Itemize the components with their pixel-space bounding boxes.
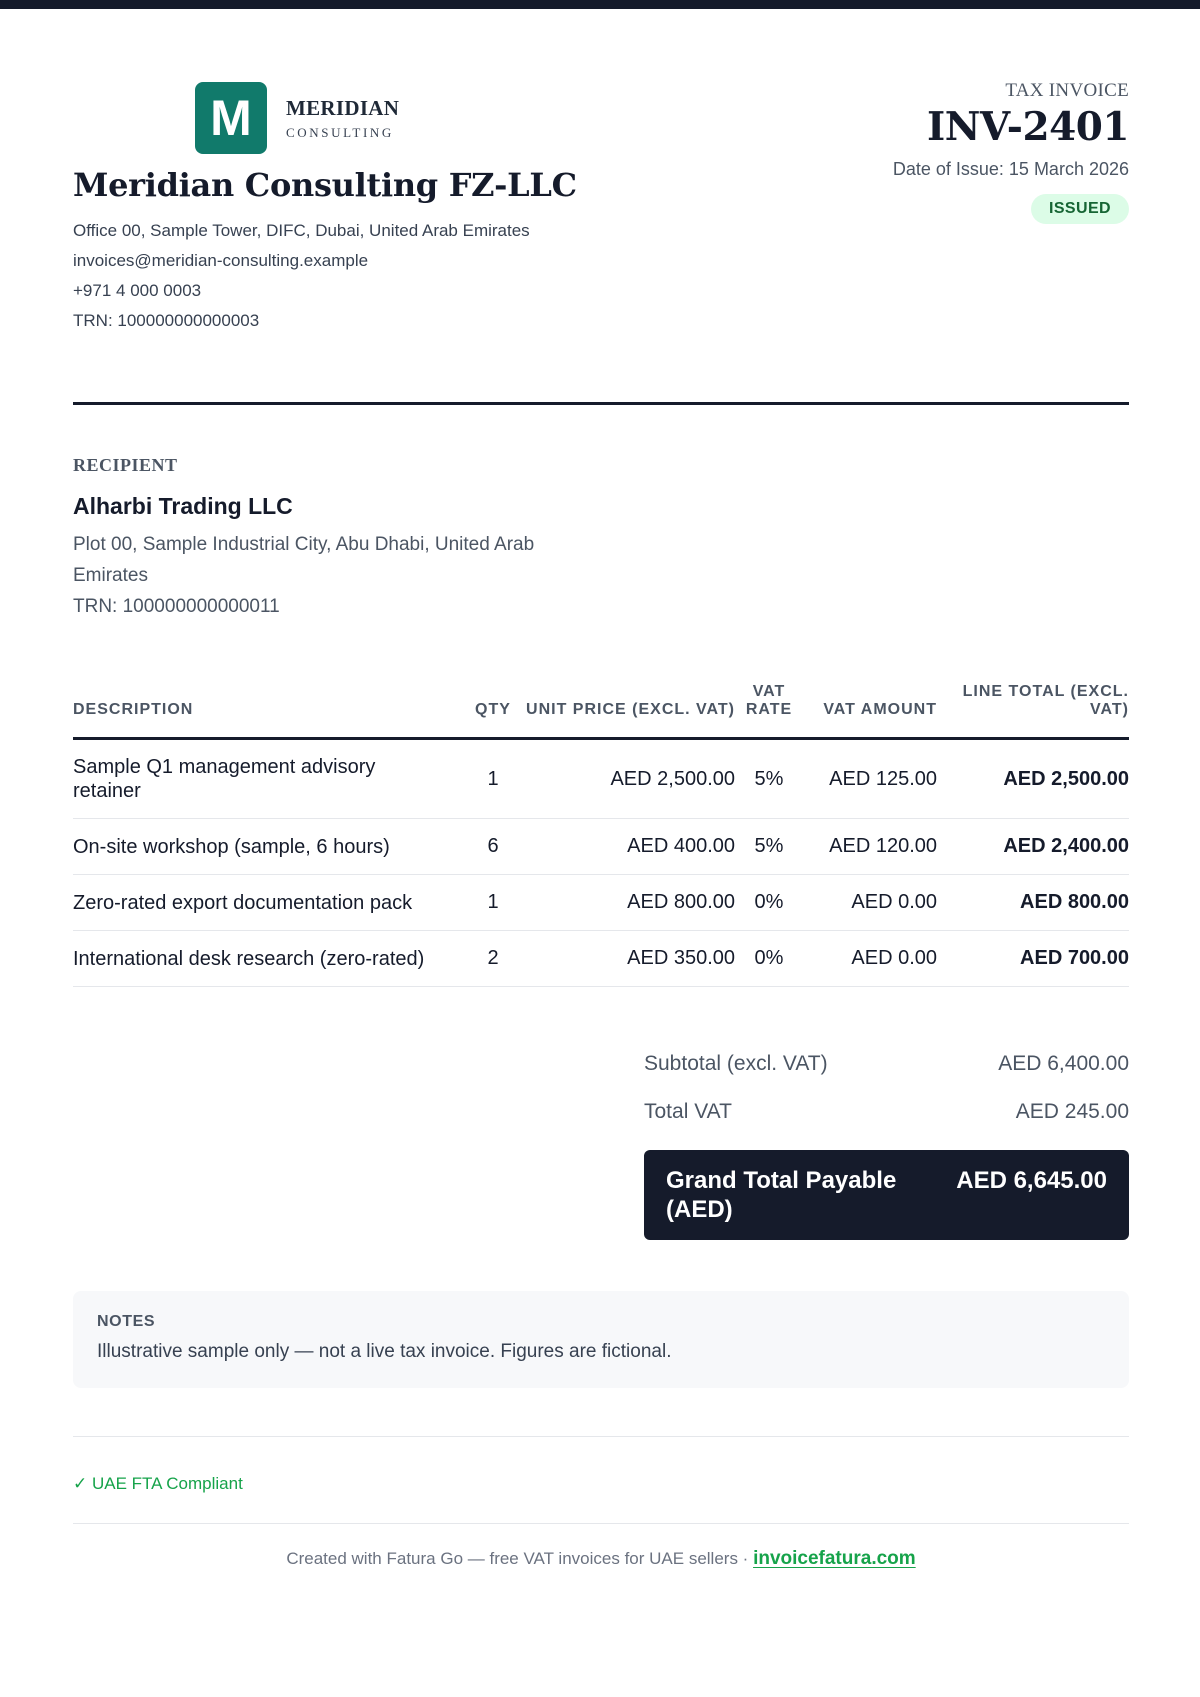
row-vat-rate: 0% — [735, 931, 803, 987]
table-header-row — [73, 675, 1129, 739]
row-line-total: AED 700.00 — [937, 931, 1129, 987]
document-type: TAX INVOICE — [1005, 80, 1129, 101]
header-description: DESCRIPTION — [73, 675, 463, 739]
footer — [73, 1548, 1129, 1570]
seller-email: invoices@meridian-consulting.example — [73, 251, 369, 270]
row-line-total: AED 800.00 — [937, 875, 1129, 931]
footer-divider-bottom — [73, 1523, 1129, 1524]
subtotal-row — [644, 1040, 1129, 1088]
logo-mark-icon: M — [195, 82, 267, 154]
row-vat-amount: AED 120.00 — [803, 819, 937, 875]
row-unit-price: AED 350.00 — [523, 931, 735, 987]
row-vat-rate: 5% — [735, 819, 803, 875]
vat-total-value: AED 245.00 — [1015, 1100, 1129, 1123]
line-items-table — [73, 675, 1129, 987]
table-row — [73, 875, 1129, 931]
row-vat-amount: AED 0.00 — [803, 875, 937, 931]
grand-total-box — [644, 1150, 1129, 1240]
invoice-number: INV-2401 — [926, 104, 1129, 150]
notes-label: NOTES — [97, 1313, 156, 1330]
header-unit-price: UNIT PRICE (EXCL. VAT) — [523, 675, 735, 739]
row-qty: 6 — [463, 819, 523, 875]
row-unit-price: AED 800.00 — [523, 875, 735, 931]
row-vat-amount: AED 125.00 — [803, 739, 937, 819]
vat-total-label: Total VAT — [644, 1100, 732, 1123]
vat-total-row — [644, 1088, 1129, 1136]
recipient-label: RECIPIENT — [73, 455, 178, 475]
row-qty: 2 — [463, 931, 523, 987]
logo-wordmark — [286, 96, 399, 141]
issue-date: Date of Issue: 15 March 2026 — [892, 159, 1129, 179]
totals-section — [644, 1040, 1129, 1240]
table-row — [73, 931, 1129, 987]
row-qty: 1 — [463, 739, 523, 819]
status-badge: ISSUED — [1031, 194, 1129, 224]
notes-text: Illustrative sample only — not a live tax invoice. Figures are fictional. — [97, 1341, 672, 1362]
row-vat-rate: 5% — [735, 739, 803, 819]
row-description: Sample Q1 management advisory retainer — [73, 739, 463, 819]
row-qty: 1 — [463, 875, 523, 931]
header-vat-amount: VAT AMOUNT — [803, 675, 937, 739]
grand-total-value: AED 6,645.00 — [956, 1167, 1107, 1194]
recipient-name: Alharbi Trading LLC — [73, 493, 293, 519]
company-logo — [195, 82, 399, 154]
compliance-badge: ✓ UAE FTA Compliant — [73, 1474, 243, 1493]
seller-phone: +971 4 000 0003 — [73, 281, 202, 300]
header-line-total: LINE TOTAL (EXCL. VAT) — [937, 675, 1129, 739]
footer-divider-top — [73, 1436, 1129, 1437]
recipient-address: Plot 00, Sample Industrial City, Abu Dhabi, United Arab Emirates — [73, 534, 535, 586]
subtotal-label: Subtotal (excl. VAT) — [644, 1052, 828, 1075]
row-line-total: AED 2,400.00 — [937, 819, 1129, 875]
row-line-total: AED 2,500.00 — [937, 739, 1129, 819]
top-accent-bar — [0, 0, 1200, 9]
logo-name: MERIDIAN — [286, 95, 400, 120]
row-description: On-site workshop (sample, 6 hours) — [73, 819, 463, 875]
seller-name: Meridian Consulting FZ-LLC — [73, 166, 577, 204]
footer-link[interactable]: invoicefatura.com — [753, 1548, 916, 1569]
seller-address: Office 00, Sample Tower, DIFC, Dubai, United Arab Emirates — [73, 221, 530, 240]
row-unit-price: AED 400.00 — [523, 819, 735, 875]
header-vat-rate: VAT RATE — [735, 675, 803, 739]
notes-box — [73, 1291, 1129, 1388]
grand-total-label: Grand Total Payable (AED) — [666, 1167, 897, 1223]
header-qty: QTY — [463, 675, 523, 739]
row-description: Zero-rated export documentation pack — [73, 875, 463, 931]
header-divider — [73, 402, 1129, 405]
recipient-trn: TRN: 100000000000011 — [73, 596, 280, 617]
footer-text: Created with Fatura Go — free VAT invoices for UAE sellers · — [286, 1549, 754, 1568]
seller-details — [73, 216, 530, 336]
logo-subtitle: CONSULTING — [286, 124, 394, 140]
row-vat-amount: AED 0.00 — [803, 931, 937, 987]
seller-trn: TRN: 100000000000003 — [73, 311, 260, 330]
row-description: International desk research (zero-rated) — [73, 931, 463, 987]
subtotal-value: AED 6,400.00 — [998, 1052, 1129, 1075]
table-row — [73, 819, 1129, 875]
row-unit-price: AED 2,500.00 — [523, 739, 735, 819]
row-vat-rate: 0% — [735, 875, 803, 931]
recipient-details — [73, 529, 593, 622]
table-row — [73, 739, 1129, 819]
